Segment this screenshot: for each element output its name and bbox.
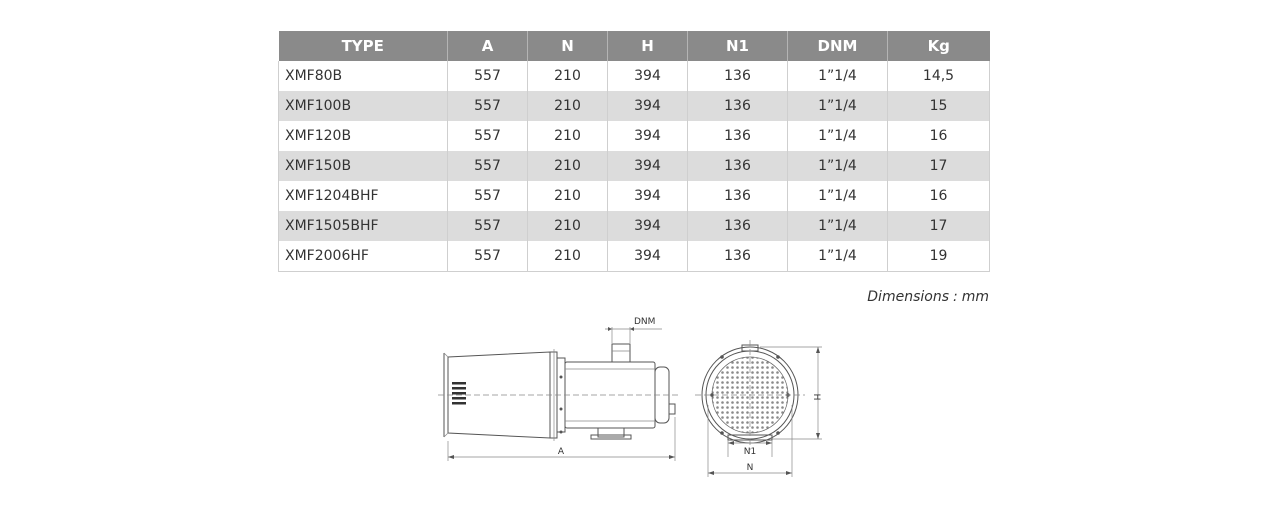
cell-a: 557 bbox=[448, 91, 528, 121]
cell-h: 394 bbox=[608, 211, 688, 241]
cell-n: 210 bbox=[528, 211, 608, 241]
cell-dnm: 1”1/4 bbox=[788, 211, 888, 241]
units-separator: : bbox=[953, 289, 958, 305]
cell-n: 210 bbox=[528, 151, 608, 181]
cell-n1: 136 bbox=[688, 181, 788, 211]
header-n1: N1 bbox=[688, 31, 788, 61]
table-row bbox=[279, 91, 990, 121]
dim-dnm-label: DNM bbox=[634, 317, 656, 327]
cell-n: 210 bbox=[528, 181, 608, 211]
header-n: N bbox=[528, 31, 608, 61]
table-row bbox=[279, 121, 990, 151]
cell-a: 557 bbox=[448, 151, 528, 181]
cell-n1: 136 bbox=[688, 91, 788, 121]
cell-n1: 136 bbox=[688, 61, 788, 91]
cell-n: 210 bbox=[528, 121, 608, 151]
cell-a: 557 bbox=[448, 211, 528, 241]
dimensions-table bbox=[278, 31, 990, 272]
cell-n: 210 bbox=[528, 91, 608, 121]
units-label: Dimensions bbox=[867, 289, 949, 305]
cell-h: 394 bbox=[608, 151, 688, 181]
cell-dnm: 1”1/4 bbox=[788, 61, 888, 91]
header-kg: Kg bbox=[888, 31, 990, 61]
cell-dnm: 1”1/4 bbox=[788, 121, 888, 151]
cell-a: 557 bbox=[448, 241, 528, 272]
cell-h: 394 bbox=[608, 241, 688, 272]
cell-type: XMF120B bbox=[279, 121, 448, 151]
cell-h: 394 bbox=[608, 61, 688, 91]
cell-kg: 16 bbox=[888, 121, 990, 151]
cell-h: 394 bbox=[608, 181, 688, 211]
cell-type: XMF100B bbox=[279, 91, 448, 121]
cell-type: XMF1505BHF bbox=[279, 211, 448, 241]
table-row bbox=[279, 61, 990, 91]
cell-kg: 16 bbox=[888, 181, 990, 211]
cell-type: XMF150B bbox=[279, 151, 448, 181]
cell-n1: 136 bbox=[688, 121, 788, 151]
front-view bbox=[695, 340, 822, 477]
dim-h-label: H bbox=[811, 393, 821, 401]
cell-dnm: 1”1/4 bbox=[788, 241, 888, 272]
cell-n1: 136 bbox=[688, 211, 788, 241]
cell-n: 210 bbox=[528, 61, 608, 91]
header-type: TYPE bbox=[279, 31, 448, 61]
cell-dnm: 1”1/4 bbox=[788, 91, 888, 121]
cell-type: XMF80B bbox=[279, 61, 448, 91]
cell-n1: 136 bbox=[688, 241, 788, 272]
table-header-row bbox=[279, 31, 990, 61]
cell-kg: 15 bbox=[888, 91, 990, 121]
header-h: H bbox=[608, 31, 688, 61]
cell-kg: 17 bbox=[888, 211, 990, 241]
dim-n-label: N bbox=[746, 463, 754, 473]
units-note bbox=[760, 289, 989, 305]
table-row bbox=[279, 241, 990, 272]
vent-slots bbox=[452, 382, 466, 405]
dim-n1-label: N1 bbox=[743, 447, 757, 457]
cell-h: 394 bbox=[608, 91, 688, 121]
cell-type: XMF2006HF bbox=[279, 241, 448, 272]
cell-a: 557 bbox=[448, 181, 528, 211]
cell-n: 210 bbox=[528, 241, 608, 272]
cell-kg: 14,5 bbox=[888, 61, 990, 91]
header-dnm: DNM bbox=[788, 31, 888, 61]
cell-type: XMF1204BHF bbox=[279, 181, 448, 211]
dim-a-label: A bbox=[557, 447, 565, 457]
cell-a: 557 bbox=[448, 121, 528, 151]
cell-dnm: 1”1/4 bbox=[788, 181, 888, 211]
table-row bbox=[279, 181, 990, 211]
table-row bbox=[279, 151, 990, 181]
header-a: A bbox=[448, 31, 528, 61]
cell-h: 394 bbox=[608, 121, 688, 151]
cell-dnm: 1”1/4 bbox=[788, 151, 888, 181]
cell-n1: 136 bbox=[688, 151, 788, 181]
cell-kg: 19 bbox=[888, 241, 990, 272]
side-view bbox=[438, 317, 680, 461]
cell-kg: 17 bbox=[888, 151, 990, 181]
dimension-drawing bbox=[430, 305, 830, 480]
table-row bbox=[279, 211, 990, 241]
cell-a: 557 bbox=[448, 61, 528, 91]
units-value: mm bbox=[961, 289, 989, 305]
